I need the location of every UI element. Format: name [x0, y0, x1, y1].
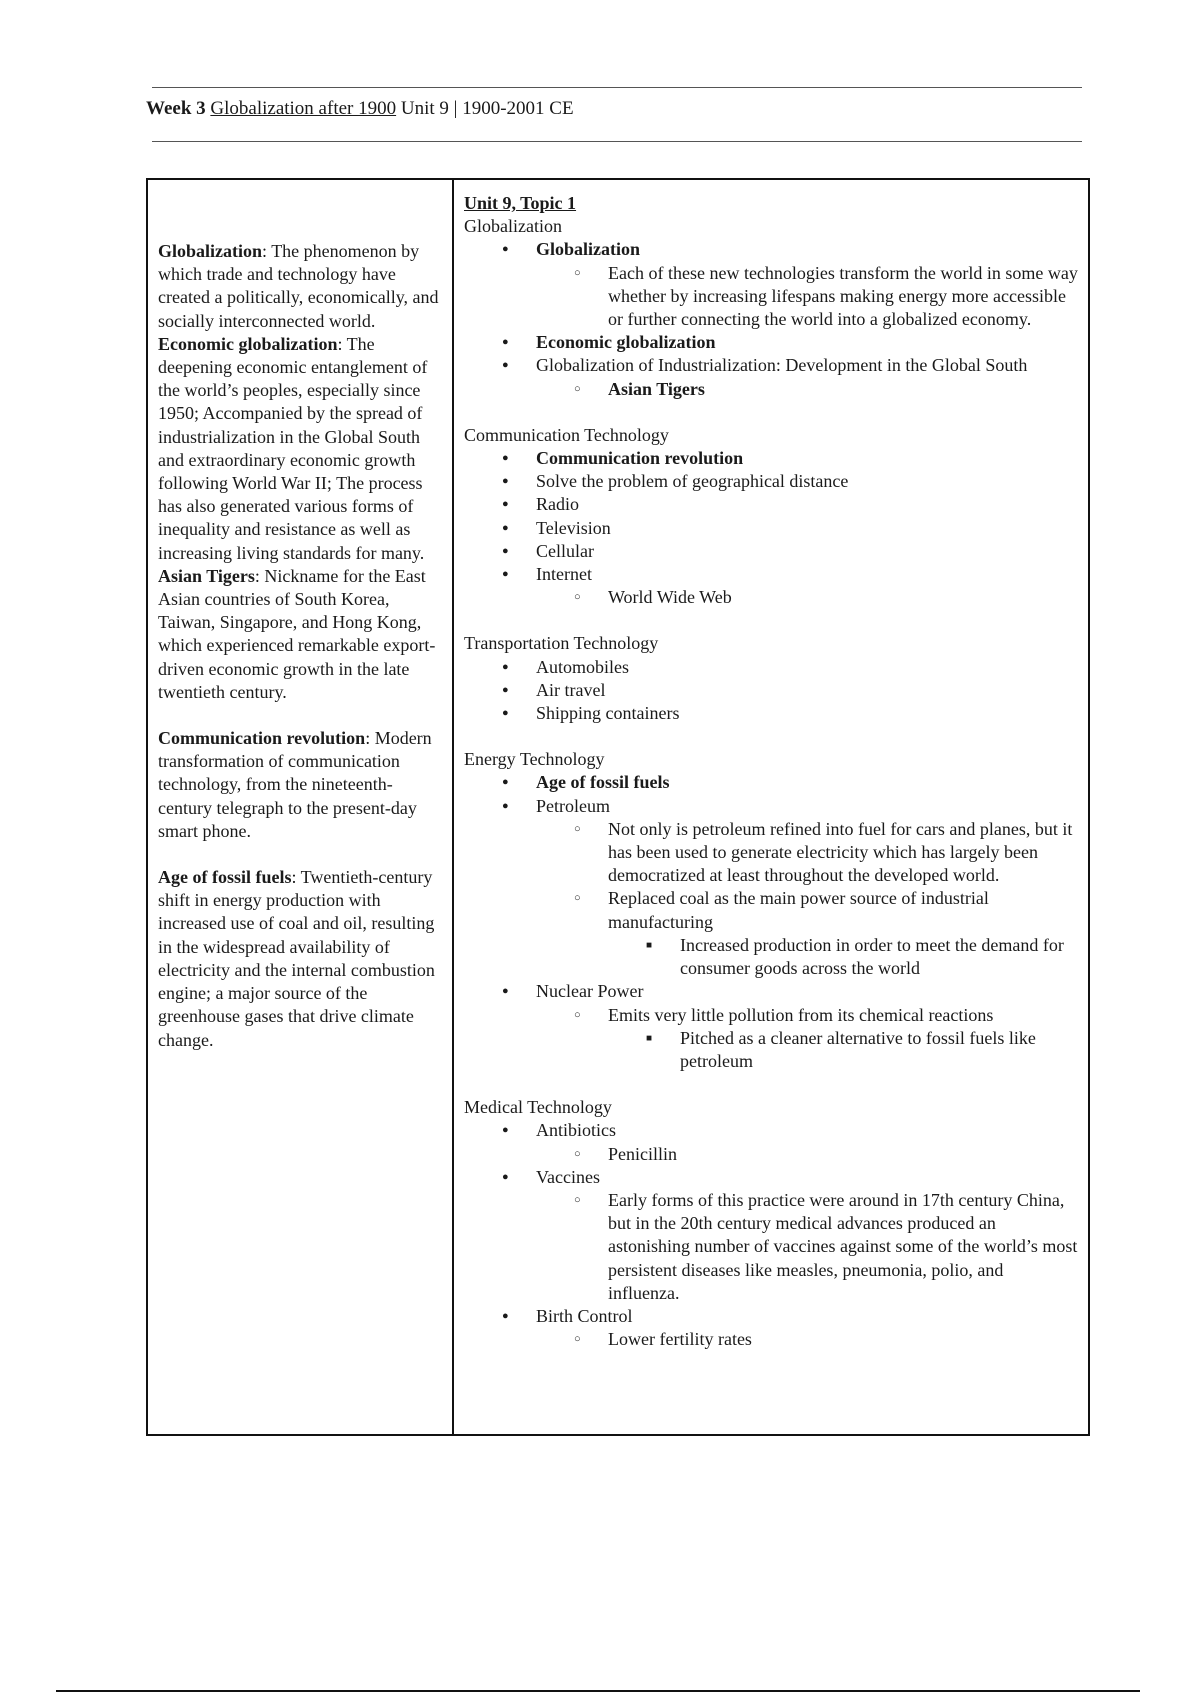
header-top-rule [152, 87, 1082, 88]
sub-bullet-item: ○ Not only is petroleum refined into fuel for cars and planes, but it has been used to generate electricity which has largely been democratized at least throughout the developed world. [464, 818, 1078, 888]
section-title: Globalization [464, 216, 562, 237]
bullet-item: ● Radio [464, 493, 1078, 516]
glossary-column [147, 179, 453, 1435]
header-title: Globalization after 1900 [210, 98, 397, 119]
bullet-item: ● Vaccines ○ Early forms of this practice were around in 17th century China, but in the 20th century medical advances produced an astonishing number of vaccines against some of the world’s most persistent diseases like measles, pneumonia, polio, and influenza. [464, 1166, 1078, 1305]
bullet-item: ● Shipping containers [464, 702, 1078, 725]
sub-sub-bullet-item: ■ Pitched as a cleaner alternative to fossil fuels like petroleum [464, 1027, 1078, 1073]
sub-bullet-item: ○ Asian Tigers [464, 378, 1078, 401]
cornell-notes-table [146, 178, 1090, 1436]
section-title: Medical Technology [464, 1097, 612, 1118]
glossary-entry: Age of fossil fuels: Twentieth-century shift in energy production with increased use of coal and oil, resulting in the widespread availability of electricity and the internal combustion engine; a major source of the greenhouse gases that drive climate change. [158, 867, 435, 1050]
sub-bullet-item: ○ World Wide Web [464, 586, 1078, 609]
sub-bullet-item: ○ Early forms of this practice were around in 17th century China, but in the 20th century medical advances produced an astonishing number of vaccines against some of the world’s most persistent diseases like measles, pneumonia, polio, and influenza. [464, 1189, 1078, 1305]
bullet-item: ● Globalization of Industrialization: Development in the Global South ○ Asian Tigers [464, 354, 1078, 400]
glossary-entry: Economic globalization: The deepening economic entanglement of the world’s peoples, especially since 1950; Accompanied by the spread of industrialization in the Global South and extraordinary economic growth following World War II; The process has also generated various forms of inequality and resistance as well as increasing living standards for many. [158, 333, 428, 563]
glossary-entry: Asian Tigers: Nickname for the East Asian countries of South Korea, Taiwan, Singapore, and Hong Kong, which experienced remarkable export-driven economic growth in the late twentieth century. [158, 565, 436, 702]
section-title: Energy Technology [464, 749, 605, 770]
header-unit: Unit 9 | 1900-2001 CE [400, 98, 574, 119]
bullet-item: ● Age of fossil fuels [464, 771, 1078, 794]
header-week: Week 3 [146, 98, 206, 119]
bullet-item: ● Petroleum ○ Not only is petroleum refined into fuel for cars and planes, but it has been used to generate electricity which has largely been democratized at least throughout the developed world. ○ Replaced coal as the main power source of industrial manufacturing ■ Increased production in order to meet the demand for consumer goods across the world [464, 795, 1078, 981]
bullet-item: ● Solve the problem of geographical distance [464, 470, 1078, 493]
glossary-entry: Globalization: The phenomenon by which trade and technology have created a politically, economically, and socially interconnected world. [158, 241, 439, 331]
bullet-item: ● Communication revolution [464, 447, 1078, 470]
bullet-list [464, 447, 1078, 609]
sub-bullet-item: ○ Each of these new technologies transform the world in some way whether by increasing lifespans making energy more accessible or further connecting the world into a globalized economy. [464, 262, 1078, 332]
bullet-item: ● Globalization ○ Each of these new technologies transform the world in some way whether by increasing lifespans making energy more accessible or further connecting the world into a globalized economy. [464, 238, 1078, 331]
sub-bullet-item: ○ Emits very little pollution from its chemical reactions ■ Pitched as a cleaner alternative to fossil fuels like petroleum [464, 1004, 1078, 1074]
bullet-item: ● Automobiles [464, 656, 1078, 679]
bullet-item: ● Economic globalization [464, 331, 1078, 354]
bullet-item: ● Nuclear Power ○ Emits very little pollution from its chemical reactions ■ Pitched as a cleaner alternative to fossil fuels like petroleum [464, 980, 1078, 1073]
page-header [146, 98, 574, 120]
section-title: Transportation Technology [464, 633, 659, 654]
page-bottom-rule [56, 1690, 1140, 1692]
header-bottom-rule [152, 141, 1082, 142]
bullet-item: ● Antibiotics ○ Penicillin [464, 1119, 1078, 1165]
bullet-list [464, 771, 1078, 1073]
section-title: Communication Technology [464, 424, 669, 445]
sub-bullet-item: ○ Replaced coal as the main power source of industrial manufacturing ■ Increased production in order to meet the demand for consumer goods across the world [464, 887, 1078, 980]
bullet-item: ● Cellular [464, 540, 1078, 563]
sub-bullet-item: ○ Penicillin [464, 1143, 1078, 1166]
glossary-entry: Communication revolution: Modern transformation of communication technology, from the nineteenth-century telegraph to the present-day smart phone. [158, 728, 432, 841]
sub-sub-bullet-item: ■ Increased production in order to meet the demand for consumer goods across the world [464, 934, 1078, 980]
notes-column [453, 179, 1089, 1435]
bullet-item: ● Television [464, 517, 1078, 540]
bullet-item: ● Air travel [464, 679, 1078, 702]
bullet-list [464, 238, 1078, 400]
sub-bullet-item: ○ Lower fertility rates [464, 1328, 1078, 1351]
bullet-list [464, 1119, 1078, 1351]
bullet-item: ● Birth Control ○ Lower fertility rates [464, 1305, 1078, 1351]
topic-title: Unit 9, Topic 1 [464, 193, 577, 213]
bullet-list [464, 656, 1078, 726]
bullet-item: ● Internet ○ World Wide Web [464, 563, 1078, 609]
